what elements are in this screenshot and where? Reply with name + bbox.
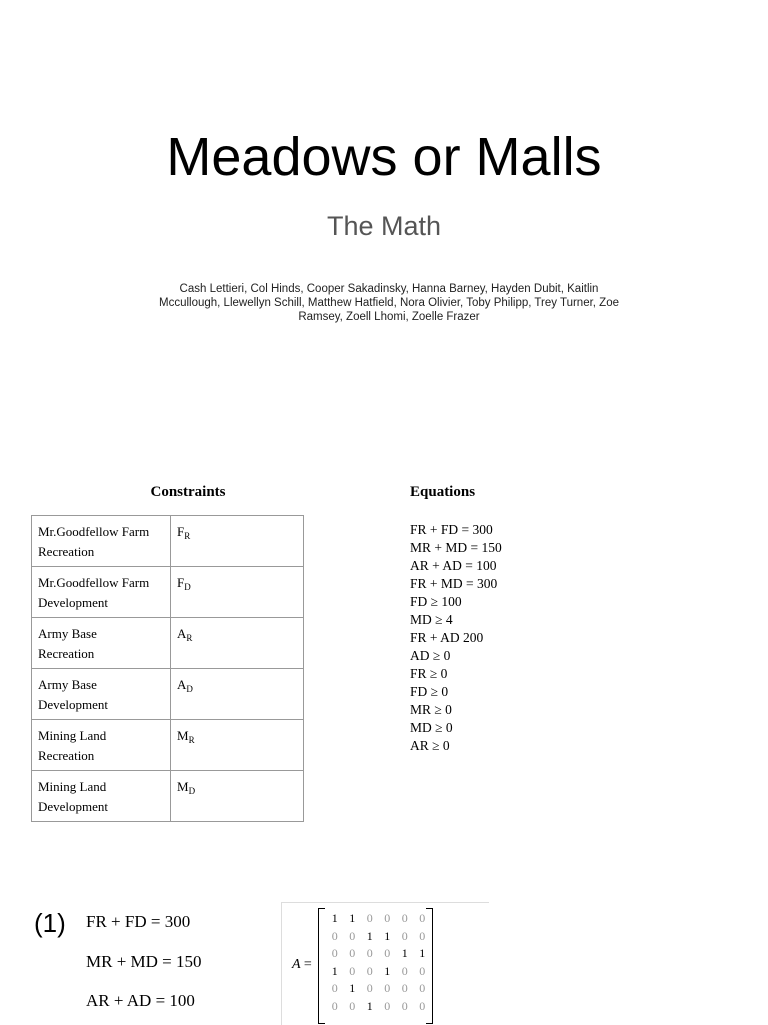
matrix-cell: 1	[384, 963, 391, 978]
matrix-cell: 0	[401, 998, 408, 1013]
constraints-table	[31, 515, 304, 822]
constraint-label	[32, 669, 171, 720]
equation-item: FD ≥ 100	[410, 594, 462, 609]
constraint-label	[32, 516, 171, 567]
variable-subscript: D	[186, 684, 193, 694]
matrix-cell: 0	[366, 946, 373, 961]
matrix-cell: 0	[419, 928, 426, 943]
equation-item: MD ≥ 0	[410, 720, 453, 735]
equation-item: AD ≥ 0	[410, 648, 451, 663]
matrix-label	[292, 957, 312, 973]
matrix-cell: 1	[366, 998, 373, 1013]
matrix-cell: 0	[349, 928, 356, 943]
matrix-cell: 1	[419, 946, 426, 961]
variable-subscript: R	[184, 531, 191, 541]
matrix-cell: 0	[401, 911, 408, 925]
constraint-label-line2: Recreation	[38, 646, 95, 661]
variable-letter: M	[177, 728, 189, 743]
constraints-heading: Constraints	[150, 484, 226, 500]
presentation-title: Meadows or Malls	[166, 127, 602, 187]
constraint-label-line2: Recreation	[38, 544, 95, 559]
equation-item: FR + AD 200	[410, 630, 484, 645]
matrix-cell: 1	[331, 911, 338, 925]
matrix-cell: 0	[401, 928, 408, 943]
variable-subscript: R	[188, 735, 195, 745]
variable-subscript: D	[188, 786, 196, 796]
matrix-cell: 0	[419, 981, 426, 996]
matrix-cell: 1	[401, 946, 408, 961]
step-equation: FR + FD = 300	[86, 912, 191, 931]
matrix-cell: 1	[349, 981, 356, 996]
constraint-label-line1: Army Base	[38, 677, 97, 692]
constraint-label-line2: Development	[38, 697, 109, 712]
variable-letter: A	[177, 626, 187, 641]
constraint-label-line2: Recreation	[38, 748, 95, 763]
matrix-cell: 0	[349, 963, 356, 978]
matrix-cell: 0	[366, 963, 373, 978]
constraint-label	[32, 618, 171, 669]
matrix-grid	[326, 911, 431, 1017]
constraint-variable	[171, 720, 304, 771]
equation-item: FR ≥ 0	[410, 666, 448, 681]
matrix-cell: 0	[349, 946, 356, 961]
constraint-variable	[171, 618, 304, 669]
constraint-label	[32, 771, 171, 822]
constraint-label-line1: Mr.Goodfellow Farm	[38, 575, 150, 590]
matrix-cell: 1	[349, 911, 356, 925]
variable-letter: F	[177, 575, 185, 590]
matrix-cell: 0	[331, 928, 338, 943]
matrix-cell: 0	[366, 981, 373, 996]
authors-list: Cash Lettieri, Col Hinds, Cooper Sakadinsky, Hanna Barney, Hayden Dubit, Kaitlin Mccullough, Llewellyn Schill, Matthew Hatfield, Nora Olivier, Toby Philipp, Trey Turner, Zoe Ramsey, Zoell Lhomi, Zoelle Frazer	[159, 283, 619, 323]
equation-item: FR + FD = 300	[410, 522, 493, 537]
constraint-row	[32, 720, 304, 771]
variable-subscript: D	[184, 582, 191, 592]
equation-item: FD ≥ 0	[410, 684, 449, 699]
matrix-cell: 0	[349, 998, 356, 1013]
constraint-label-line1: Mr.Goodfellow Farm	[38, 524, 150, 539]
matrix-cell: 0	[419, 963, 426, 978]
variable-letter: F	[177, 524, 185, 539]
constraint-row	[32, 669, 304, 720]
matrix-cell: 0	[419, 911, 426, 925]
constraint-label-line1: Mining Land	[38, 728, 107, 743]
matrix-cell: 0	[384, 911, 391, 925]
step-equation: AR + AD = 100	[86, 991, 195, 1010]
matrix-equals: =	[303, 957, 312, 972]
matrix-cell: 1	[366, 928, 373, 943]
constraint-row	[32, 771, 304, 822]
matrix-name: A	[292, 957, 301, 972]
matrix-cell: 0	[331, 998, 338, 1013]
equations-heading: Equations	[410, 484, 476, 500]
equation-item: FR + MD = 300	[410, 576, 498, 591]
constraint-variable	[171, 771, 304, 822]
constraint-label-line2: Development	[38, 799, 109, 814]
matrix-cell: 0	[401, 981, 408, 996]
constraint-row	[32, 567, 304, 618]
constraint-variable	[171, 516, 304, 567]
variable-letter: M	[177, 779, 189, 794]
constraint-label-line1: Mining Land	[38, 779, 107, 794]
matrix-cell: 0	[384, 946, 391, 961]
equations-list	[410, 521, 502, 755]
constraint-label	[32, 567, 171, 618]
constraint-row	[32, 618, 304, 669]
step-number: (1)	[34, 908, 66, 938]
matrix-cell: 1	[384, 928, 391, 943]
matrix-left-bracket	[318, 908, 325, 1024]
constraint-label-line2: Development	[38, 595, 109, 610]
equation-item: AR + AD = 100	[410, 558, 497, 573]
equation-item: MR ≥ 0	[410, 702, 452, 717]
presentation-subtitle: The Math	[326, 211, 442, 241]
constraint-variable	[171, 567, 304, 618]
variable-subscript: R	[186, 633, 193, 643]
variable-letter: A	[177, 677, 187, 692]
matrix-cell: 0	[401, 963, 408, 978]
matrix-cell: 1	[331, 963, 338, 978]
matrix-cell: 0	[384, 981, 391, 996]
matrix-cell: 0	[384, 998, 391, 1013]
constraint-label	[32, 720, 171, 771]
equation-item: MR + MD = 150	[410, 540, 502, 555]
constraint-row	[32, 516, 304, 567]
matrix-cell: 0	[419, 998, 426, 1013]
matrix-cell: 0	[331, 946, 338, 961]
equation-item: AR ≥ 0	[410, 738, 450, 753]
equation-item: MD ≥ 4	[410, 612, 453, 627]
matrix-cell: 0	[331, 981, 338, 996]
constraint-label-line1: Army Base	[38, 626, 97, 641]
step-equation: MR + MD = 150	[86, 952, 202, 971]
matrix-cell: 0	[366, 911, 373, 925]
constraint-variable	[171, 669, 304, 720]
